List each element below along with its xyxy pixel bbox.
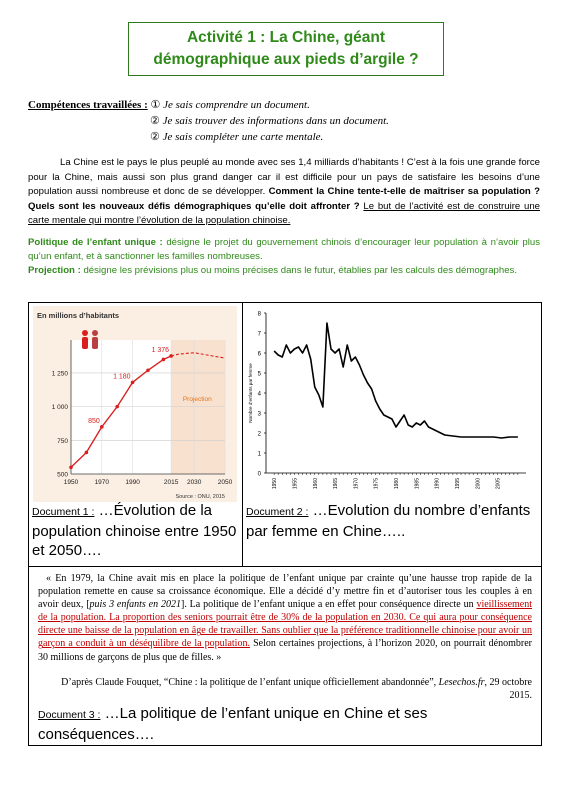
- intro-question: Comment la Chine tente-t-elle de maîtriser sa population ? Quels sont les nouveaux défis démographiques qu’elle doit affronter ?: [28, 186, 540, 212]
- intro-text: La Chine est le pays le plus peuplé au monde avec ses 1,4 milliards d’habitants ! C’est à la fois une grande force pour la Chine, mais aussi son plus grand danger car il est difficile pour un pays de satisfaire les besoins d’une population aussi nombreuse et donc de se développer.: [28, 157, 540, 198]
- doc1-ytick-label: 1 250: [51, 370, 68, 378]
- doc1-data-point: [100, 425, 104, 429]
- doc3-caption-block: [38, 704, 532, 744]
- doc1-chart-title: En millions d’habitants: [37, 311, 120, 320]
- competence-item: Je sais trouver des informations dans un document.: [162, 115, 389, 127]
- person-head-icon: [92, 330, 98, 336]
- doc1-ytick-label: 750: [57, 437, 68, 445]
- doc1-caption: …Évolution de la population chinoise entre 1950 et 2050….: [32, 502, 237, 559]
- definition-text: désigne les prévisions plus ou moins précises dans le futur, établies par les calculs des démographes.: [83, 265, 518, 276]
- doc1-projection-label: Projection: [182, 396, 212, 404]
- doc1-label: Document 1 :: [32, 506, 95, 518]
- doc2-xtick-label: 1980: [394, 478, 400, 490]
- doc3-quote: [38, 572, 532, 664]
- doc2-xtick-label: 1955: [292, 478, 299, 490]
- doc2-ytick-label: 0: [257, 471, 261, 478]
- doc2-ytick-label: 3: [257, 411, 261, 418]
- quote-text: ]. La politique de l’enfant unique a en effet pour conséquence directe un: [180, 599, 477, 611]
- page-title-line2: démographique aux pieds d’argile ?: [153, 51, 419, 68]
- definition-term: Politique de l’enfant unique :: [28, 237, 163, 248]
- doc1-point-label: 850: [88, 417, 100, 425]
- doc1-xtick-label: 1990: [125, 479, 140, 486]
- doc1-caption-block: [32, 501, 240, 560]
- column-divider: [242, 303, 243, 566]
- doc2-ylabel: Nombre d’enfants par femme: [248, 363, 253, 423]
- doc2-label: Document 2 :: [246, 506, 309, 518]
- doc2-chart: [244, 307, 536, 503]
- doc1-point-label: 1 180: [113, 373, 131, 381]
- source-italic: Lesechos.fr: [438, 677, 485, 688]
- doc2-caption-block: [246, 501, 538, 541]
- doc2-caption: …Evolution du nombre d’enfants par femme en Chine…..: [246, 502, 531, 540]
- doc1-chart: [33, 306, 237, 502]
- doc2-xtick-label: 1970: [353, 478, 360, 490]
- competence-num: ①: [150, 99, 161, 111]
- doc2-ytick-label: 6: [257, 351, 261, 358]
- person-body-icon: [82, 337, 88, 349]
- doc1-xtick-label: 2015: [163, 479, 179, 486]
- source-text: , 29 octobre 2015.: [484, 677, 532, 701]
- doc1-data-point: [131, 381, 135, 385]
- doc1-data-point: [85, 451, 89, 455]
- doc1-point-label: 1 376: [151, 346, 170, 354]
- intro-goal: Le but de l’activité est de construire une carte mentale qui montre l’évolution de la population chinoise.: [28, 200, 540, 227]
- definition: [28, 264, 540, 278]
- doc1-data-point: [162, 358, 166, 362]
- doc3-label: Document 3 :: [38, 709, 101, 721]
- doc2-ytick-label: 8: [257, 311, 261, 318]
- doc1-xtick-label: 1950: [63, 479, 79, 486]
- doc2-xtick-label: 1990: [434, 478, 441, 490]
- doc1-ytick-label: 1 000: [51, 404, 68, 412]
- doc2-series-line: [274, 323, 518, 438]
- person-body-icon: [92, 337, 98, 349]
- doc2-xtick-label: 1995: [454, 478, 461, 490]
- quote-highlight: vieillissement de la population. La proportion des seniors pourrait être de 30% de la population en 2030. Ce qui aura pour conséquence directe une baisse de la population en âge de travailler. Sans oublier que la préférence traditionnelle chinoise pour avoir un garçon a conduit à un déséquilibre de la population.: [38, 599, 532, 650]
- doc1-data-point: [146, 368, 150, 372]
- quote-italic: puis 3 enfants en 2021: [89, 599, 181, 611]
- quote-text: Selon certaines projections, à l’horizon 2020, on pourrait dénombrer 30 millions de garçons de plus que de filles. »: [38, 638, 532, 663]
- doc1-data-point: [115, 405, 119, 409]
- definition-term: Projection :: [28, 265, 81, 276]
- doc2-ytick-label: 5: [257, 371, 261, 378]
- competence-item: Je sais comprendre un document.: [163, 99, 310, 111]
- doc1-projection-zone: [171, 340, 225, 474]
- doc2-xtick-label: 1965: [333, 478, 340, 490]
- doc2-ytick-label: 2: [257, 431, 261, 438]
- doc1-xtick-label: 2050: [217, 479, 233, 486]
- doc2-ytick-label: 7: [257, 331, 261, 338]
- doc3-caption: …La politique de l’enfant unique en Chine et ses conséquences….: [38, 705, 428, 743]
- definition: [28, 236, 540, 264]
- doc2-xtick-label: 2000: [475, 478, 482, 490]
- person-head-icon: [82, 330, 88, 336]
- intro-paragraph: [28, 156, 540, 229]
- doc1-data-point: [69, 465, 73, 469]
- quote-text: « En 1979, la Chine avait mis en place la politique de l’enfant unique par crainte qu’une hausse trop rapide de la population remette en cause sa croissance économique. Elle a décidé d’y mettre fin et d’autoriser tous les couples à en avoir deux, [: [38, 573, 532, 611]
- doc1-xtick-label: 2030: [186, 479, 202, 486]
- competence-item: Je sais compléter une carte mentale.: [162, 131, 324, 143]
- page-title-line1: Activité 1 : La Chine, géant: [186, 29, 386, 46]
- doc2-xtick-label: 1975: [373, 478, 380, 490]
- doc2-xtick-label: 1960: [312, 478, 319, 490]
- source-text: D’après Claude Fouquet, “Chine : la politique de l’enfant unique officiellement abandonnée”,: [61, 677, 439, 688]
- competences: [28, 97, 389, 145]
- doc1-ytick-label: 500: [57, 471, 68, 479]
- title-box: [128, 22, 444, 76]
- competence-num: ②: [150, 131, 160, 143]
- competences-label: Compétences travaillées :: [28, 99, 148, 111]
- doc2-xtick-label: 1985: [414, 478, 421, 490]
- doc1-xtick-label: 1970: [94, 479, 110, 486]
- definition-text: désigne le projet du gouvernement chinois d’encourager leur population à n’avoir plus qu’un enfant, et à sanctionner les familles nombreuses.: [28, 237, 540, 262]
- definitions: [28, 236, 540, 278]
- doc3-source: [38, 676, 532, 702]
- doc2-xtick-label: 1950: [272, 478, 279, 490]
- doc2-ytick-label: 1: [257, 451, 261, 458]
- doc2-xtick-label: 2005: [495, 478, 502, 490]
- competence-num: ②: [150, 115, 160, 127]
- doc1-source: Source : ONU, 2015: [175, 494, 225, 500]
- doc2-ytick-label: 4: [257, 391, 261, 398]
